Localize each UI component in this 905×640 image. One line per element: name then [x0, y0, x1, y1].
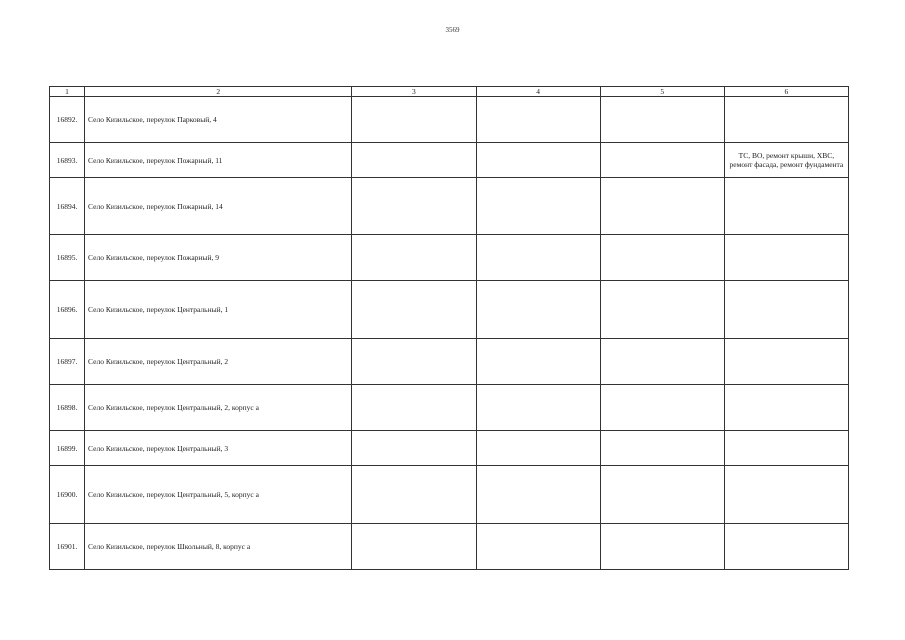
cell-col3 [352, 143, 476, 178]
cell-col4 [476, 524, 600, 570]
cell-col6 [724, 281, 848, 339]
row-address: Село Кизильское, переулок Центральный, 2, корпус а [85, 385, 352, 431]
header-row [50, 87, 849, 97]
row-address: Село Кизильское, переулок Школьный, 8, корпус а [85, 524, 352, 570]
cell-col5 [600, 524, 724, 570]
table-row [50, 339, 849, 385]
cell-col4 [476, 97, 600, 143]
row-address: Село Кизильское, переулок Центральный, 3 [85, 431, 352, 466]
cell-col6 [724, 178, 848, 235]
cell-col5 [600, 385, 724, 431]
row-number: 16901. [50, 524, 85, 570]
cell-col6 [724, 339, 848, 385]
cell-col5 [600, 431, 724, 466]
column-header-5: 5 [600, 87, 724, 97]
column-header-6: 6 [724, 87, 848, 97]
column-header-1: 1 [50, 87, 85, 97]
cell-col6 [724, 385, 848, 431]
row-address: Село Кизильское, переулок Пожарный, 11 [85, 143, 352, 178]
cell-col3 [352, 97, 476, 143]
row-number: 16896. [50, 281, 85, 339]
cell-col5 [600, 235, 724, 281]
cell-col4 [476, 431, 600, 466]
row-number: 16897. [50, 339, 85, 385]
row-number: 16899. [50, 431, 85, 466]
cell-col3 [352, 281, 476, 339]
row-number: 16895. [50, 235, 85, 281]
cell-col5 [600, 339, 724, 385]
cell-col4 [476, 143, 600, 178]
row-address: Село Кизильское, переулок Парковый, 4 [85, 97, 352, 143]
cell-col3 [352, 339, 476, 385]
page-number: 3569 [445, 26, 460, 34]
table-row [50, 281, 849, 339]
table-row [50, 466, 849, 524]
cell-col4 [476, 235, 600, 281]
row-address: Село Кизильское, переулок Центральный, 1 [85, 281, 352, 339]
table-row [50, 385, 849, 431]
table-row [50, 431, 849, 466]
cell-col5 [600, 178, 724, 235]
table-row [50, 178, 849, 235]
cell-col6 [724, 524, 848, 570]
table-row [50, 524, 849, 570]
row-number: 16893. [50, 143, 85, 178]
cell-col4 [476, 339, 600, 385]
row-number: 16892. [50, 97, 85, 143]
cell-col3 [352, 524, 476, 570]
cell-col6 [724, 466, 848, 524]
cell-col3 [352, 431, 476, 466]
cell-col6 [724, 97, 848, 143]
row-address: Село Кизильское, переулок Пожарный, 9 [85, 235, 352, 281]
cell-col4 [476, 178, 600, 235]
data-table [49, 86, 849, 570]
table-row [50, 97, 849, 143]
column-header-3: 3 [352, 87, 476, 97]
cell-col3 [352, 235, 476, 281]
row-address: Село Кизильское, переулок Центральный, 5, корпус а [85, 466, 352, 524]
cell-col3 [352, 178, 476, 235]
column-header-4: 4 [476, 87, 600, 97]
table-row [50, 143, 849, 178]
cell-col6 [724, 431, 848, 466]
cell-col4 [476, 466, 600, 524]
cell-col6 [724, 235, 848, 281]
cell-col6-works: ТС, ВО, ремонт крыши, ХВС, ремонт фасада, ремонт фундамента [724, 143, 848, 178]
row-number: 16900. [50, 466, 85, 524]
cell-col5 [600, 281, 724, 339]
cell-col3 [352, 466, 476, 524]
row-number: 16898. [50, 385, 85, 431]
cell-col5 [600, 466, 724, 524]
cell-col4 [476, 385, 600, 431]
table-row [50, 235, 849, 281]
row-address: Село Кизильское, переулок Пожарный, 14 [85, 178, 352, 235]
column-header-2: 2 [85, 87, 352, 97]
row-address: Село Кизильское, переулок Центральный, 2 [85, 339, 352, 385]
cell-col5 [600, 97, 724, 143]
cell-col5 [600, 143, 724, 178]
cell-col4 [476, 281, 600, 339]
row-number: 16894. [50, 178, 85, 235]
cell-col3 [352, 385, 476, 431]
